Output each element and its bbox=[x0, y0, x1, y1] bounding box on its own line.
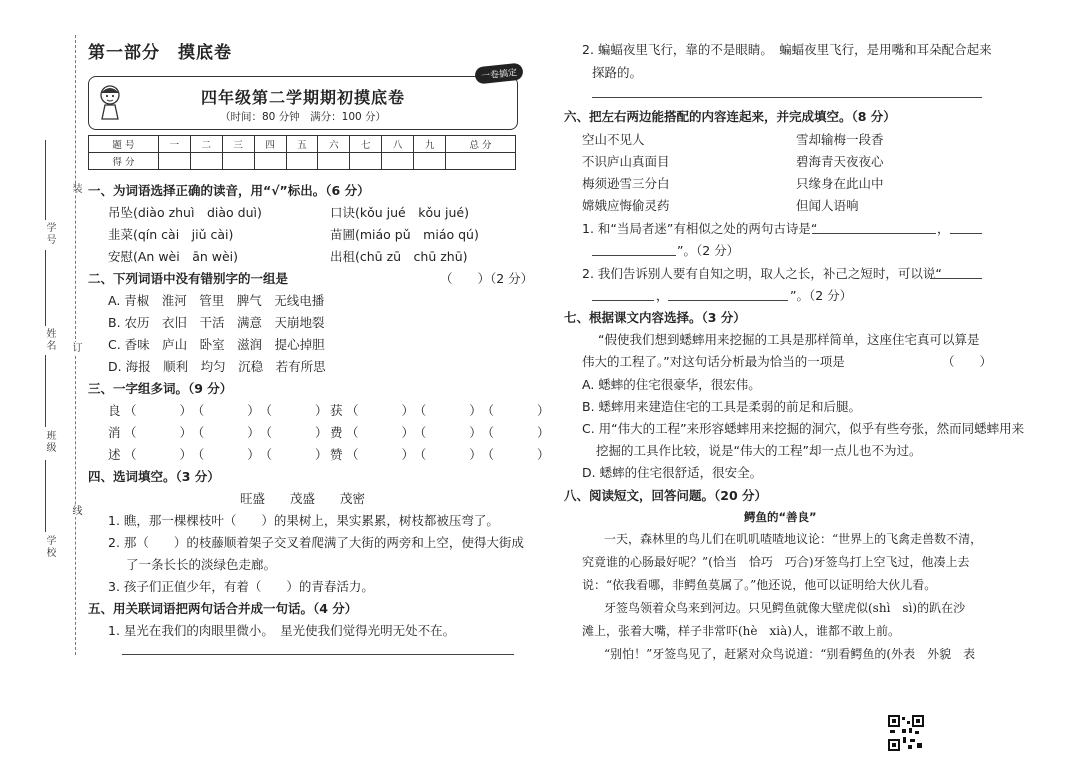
q6-fill-1-text: 1. 和“当局者迷”有相似之处的两句古诗是“ bbox=[582, 221, 818, 236]
score-cell[interactable] bbox=[350, 153, 382, 170]
exam-subtitle: （时间：80 分钟 满分：100 分） bbox=[219, 111, 387, 123]
score-header-cell: 八 bbox=[382, 136, 414, 153]
q8-title: 八、阅读短文，回答问题。（20 分） bbox=[564, 488, 767, 503]
q3-blanks[interactable]: （ ）（ ）（ ） bbox=[346, 425, 556, 440]
q6-blank[interactable] bbox=[950, 233, 982, 234]
q1-item[interactable]: 吊坠(diào zhuì diào duì) bbox=[108, 205, 262, 220]
qr-code-icon[interactable] bbox=[888, 715, 924, 751]
q1-item[interactable]: 韭菜(qín cài jiǔ cài) bbox=[108, 227, 234, 242]
story-line: 究竟谁的心肠最好呢？”(恰当 恰巧 巧合)牙签鸟打上空飞过，他凑上去 bbox=[582, 555, 970, 569]
story-line: 说：“依我看哪，非鳄鱼莫属了。”他还说，他可以证明给大伙儿看。 bbox=[582, 578, 937, 592]
q2-title: 二、下列词语中没有错别字的一组是 bbox=[88, 271, 289, 286]
score-cell[interactable] bbox=[414, 153, 446, 170]
binding-char-3: 线 bbox=[70, 505, 81, 517]
score-cell[interactable] bbox=[382, 153, 414, 170]
binding-school-line bbox=[45, 460, 46, 532]
score-header-cell: 七 bbox=[350, 136, 382, 153]
score-header-cell: 九 bbox=[414, 136, 446, 153]
score-cell[interactable] bbox=[446, 153, 516, 170]
badge-stamp: 一卷搞定 bbox=[474, 63, 524, 85]
q6-right-item[interactable]: 但闻人语响 bbox=[796, 198, 859, 213]
q4-item[interactable]: 1. 瞧，那一棵棵枝叶（ ）的果树上，果实累累，树枝都被压弯了。 bbox=[108, 513, 499, 528]
q2-option[interactable]: B. 农历 衣旧 干活 满意 天崩地裂 bbox=[108, 315, 325, 330]
binding-label-school: 学校 bbox=[44, 535, 55, 559]
q6-right-item[interactable]: 雪却输梅一段香 bbox=[796, 132, 884, 147]
q1-title: 一、为词语选择正确的读音，用“√”标出。（6 分） bbox=[88, 183, 370, 198]
q5-title: 五、用关联词语把两句话合并成一句话。（4 分） bbox=[88, 601, 358, 616]
q2-answer-bracket[interactable]: （ ）（2 分） bbox=[440, 271, 534, 286]
q1-item[interactable]: 安慰(An wèi ān wèi) bbox=[108, 249, 239, 264]
q5-item-2-cont: 探路的。 bbox=[592, 65, 643, 80]
score-table-header-row bbox=[89, 136, 516, 153]
q3-blanks[interactable]: （ ）（ ）（ ） bbox=[124, 447, 334, 462]
q6-fill-2-text: 2. 我们告诉别人要有自知之明，取人之长，补己之短时，可以说“ bbox=[582, 266, 942, 281]
q6-title: 六、把左右两边能搭配的内容连起来，并完成填空。（8 分） bbox=[564, 109, 896, 124]
q4-item-cont: 了一条长长的淡绿色走廊。 bbox=[126, 557, 277, 572]
q2-option[interactable]: C. 香味 庐山 卧室 滋润 提心掉胆 bbox=[108, 337, 325, 352]
binding-label-id: 学号 bbox=[44, 222, 55, 246]
q1-item[interactable]: 出租(chū zū chū zhū) bbox=[330, 249, 468, 264]
exam-title: 四年级第二学期期初摸底卷 bbox=[200, 88, 405, 107]
score-cell[interactable] bbox=[254, 153, 286, 170]
score-header-cell: 六 bbox=[318, 136, 350, 153]
score-header-cell: 五 bbox=[286, 136, 318, 153]
q6-left-item[interactable]: 空山不见人 bbox=[582, 132, 645, 147]
q7-stem: “假使我们想到蟋蟀用来挖掘的工具是那样简单，这座住宅真可以算是 bbox=[598, 332, 980, 347]
q1-item[interactable]: 苗圃(miáo pǔ miáo qú) bbox=[330, 227, 479, 242]
q7-title: 七、根据课文内容选择。（3 分） bbox=[564, 310, 746, 325]
score-table-score-row bbox=[89, 153, 516, 170]
q6-blank[interactable] bbox=[592, 255, 676, 256]
q2-option[interactable]: D. 海报 顺利 均匀 沉稳 若有所思 bbox=[108, 359, 326, 374]
story-title: 鳄鱼的“善良” bbox=[744, 510, 817, 524]
score-header-cell: 四 bbox=[254, 136, 286, 153]
q3-blanks[interactable]: （ ）（ ）（ ） bbox=[346, 403, 556, 418]
score-header-cell: 题 号 bbox=[89, 136, 159, 153]
q7-option[interactable]: B. 蟋蟀用来建造住宅的工具是柔弱的前足和后腿。 bbox=[582, 399, 862, 414]
q3-blanks[interactable]: （ ）（ ）（ ） bbox=[346, 447, 556, 462]
q7-option[interactable]: D. 蟋蟀的住宅很舒适，很安全。 bbox=[582, 465, 763, 480]
q6-comma: ， bbox=[656, 288, 669, 303]
binding-label-class: 班级 bbox=[44, 430, 55, 454]
q3-char: 良 bbox=[108, 403, 121, 418]
q6-fill-1-end: ”。（2 分） bbox=[677, 243, 740, 258]
q3-blanks[interactable]: （ ）（ ）（ ） bbox=[124, 403, 334, 418]
story-line: “别怕！”牙签鸟见了，赶紧对众鸟说道：“别看鳄鱼的(外表 外貌 表 bbox=[604, 647, 976, 661]
binding-name-line bbox=[45, 250, 46, 326]
q7-stem: 伟大的工程了。”对这句话分析最为恰当的一项是 bbox=[582, 354, 845, 369]
q6-left-item[interactable]: 嫦娥应悔偷灵药 bbox=[582, 198, 670, 213]
score-row-label: 得 分 bbox=[89, 153, 159, 170]
q3-blanks[interactable]: （ ）（ ）（ ） bbox=[124, 425, 334, 440]
q7-option[interactable]: A. 蟋蟀的住宅很豪华，很宏伟。 bbox=[582, 377, 761, 392]
q4-item[interactable]: 3. 孩子们正值少年，有着（ ）的青春活力。 bbox=[108, 579, 374, 594]
score-header-cell: 三 bbox=[222, 136, 254, 153]
q1-item[interactable]: 口诀(kǒu jué kǒu jué) bbox=[330, 205, 469, 220]
score-cell[interactable] bbox=[222, 153, 254, 170]
score-cell[interactable] bbox=[190, 153, 222, 170]
score-header-cell: 总 分 bbox=[446, 136, 516, 153]
score-cell[interactable] bbox=[286, 153, 318, 170]
q6-blank[interactable] bbox=[592, 300, 654, 301]
q5-item-1: 1. 星光在我们的肉眼里微小。 星光使我们觉得光明无处不在。 bbox=[108, 623, 456, 638]
binding-label-name: 姓名 bbox=[44, 328, 55, 352]
part-title: 第一部分 摸底卷 bbox=[88, 43, 232, 63]
score-table bbox=[88, 135, 516, 170]
score-cell[interactable] bbox=[158, 153, 190, 170]
binding-char-2: 订 bbox=[70, 342, 81, 354]
story-line: 一天，森林里的鸟儿们在叽叽喳喳地议论：“世界上的飞禽走兽数不清， bbox=[604, 532, 983, 546]
q3-char: 费 bbox=[330, 425, 343, 440]
binding-char-1: 装 bbox=[70, 183, 81, 195]
q6-left-item[interactable]: 梅须逊雪三分白 bbox=[582, 176, 670, 191]
q3-char: 获 bbox=[330, 403, 343, 418]
q3-char: 赞 bbox=[330, 447, 343, 462]
q3-title: 三、一字组多词。（9 分） bbox=[88, 381, 233, 396]
story-line: 牙签鸟领着众鸟来到河边。只见鳄鱼就像大壁虎似(shì sì)的趴在沙 bbox=[604, 601, 966, 615]
q6-blank[interactable] bbox=[668, 300, 788, 301]
q6-fill-2-end: ”。（2 分） bbox=[790, 288, 853, 303]
q6-right-item[interactable]: 只缘身在此山中 bbox=[796, 176, 884, 191]
q7-option[interactable]: C. 用“伟大的工程”来形容蟋蟀用来挖掘的洞穴，似乎有些夸张，然而同蟋蟀用来 bbox=[582, 421, 1025, 436]
q2-option[interactable]: A. 青椒 淮河 管里 脾气 无线电播 bbox=[108, 293, 325, 308]
q6-right-item[interactable]: 碧海青天夜夜心 bbox=[796, 154, 884, 169]
q6-blank[interactable] bbox=[930, 278, 982, 279]
q5-item-2: 2. 蝙蝠夜里飞行，靠的不是眼睛。 蝙蝠夜里飞行，是用嘴和耳朵配合起来 bbox=[582, 42, 992, 57]
q7-option-cont: 挖掘的工具作比较，说是“伟大的工程”却一点儿也不为过。 bbox=[596, 443, 922, 458]
q3-char: 述 bbox=[108, 447, 121, 462]
q6-blank[interactable] bbox=[812, 233, 936, 234]
q4-word-bank: 旺盛 茂盛 茂密 bbox=[240, 491, 366, 506]
score-header-cell: 二 bbox=[190, 136, 222, 153]
score-cell[interactable] bbox=[318, 153, 350, 170]
q3-char: 消 bbox=[108, 425, 121, 440]
story-line: 滩上，张着大嘴，样子非常吓(hè xià)人，谁都不敢上前。 bbox=[582, 624, 900, 638]
q5-answer-line-2[interactable] bbox=[592, 97, 982, 98]
q4-title: 四、选词填空。（3 分） bbox=[88, 469, 220, 484]
q6-comma: ， bbox=[937, 221, 950, 236]
binding-class-line bbox=[45, 355, 46, 427]
binding-id-line bbox=[45, 140, 46, 220]
q6-left-item[interactable]: 不识庐山真面目 bbox=[582, 154, 670, 169]
score-header-cell: 一 bbox=[158, 136, 190, 153]
exam-title-box bbox=[88, 68, 518, 130]
q7-answer-bracket[interactable]: （ ） bbox=[942, 354, 993, 369]
q4-item[interactable]: 2. 那（ ）的枝藤顺着架子交叉着爬满了大街的两旁和上空，使得大街成 bbox=[108, 535, 524, 550]
q5-answer-line-1[interactable] bbox=[122, 654, 514, 655]
